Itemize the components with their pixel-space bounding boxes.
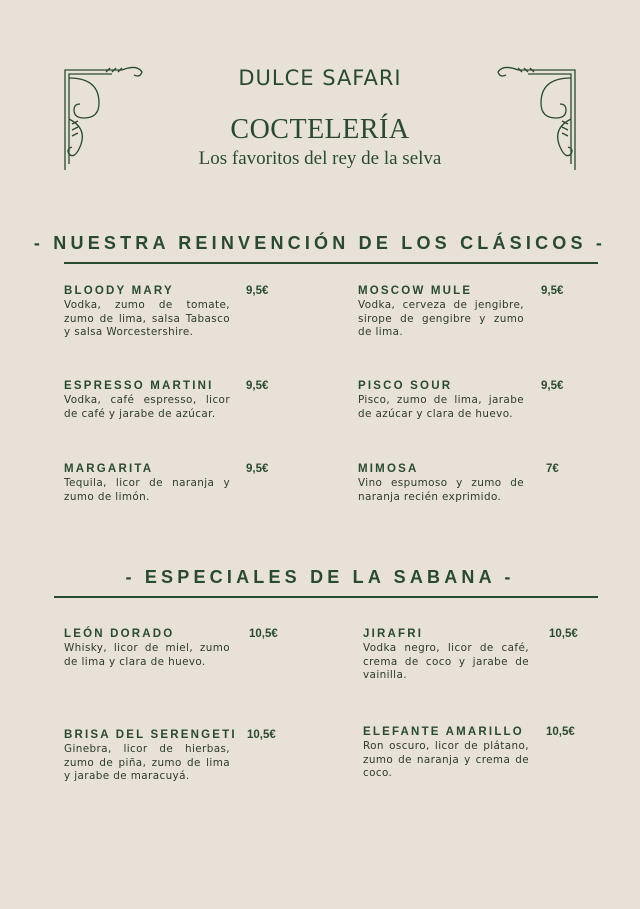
item-name: MIMOSA (358, 463, 419, 475)
item-description: Vodka, cerveza de jengibre, sirope de gengibre y zumo de lima. (358, 299, 524, 339)
page-title: COCTELERÍA (230, 114, 410, 145)
item-price: 9,5€ (246, 285, 269, 297)
section-title-classics: - NUESTRA REINVENCIÓN DE LOS CLÁSICOS - (33, 233, 607, 253)
item-price: 9,5€ (246, 380, 269, 392)
menu-item (358, 285, 524, 340)
menu-item (64, 628, 230, 669)
section-title-specials: - ESPECIALES DE LA SABANA - (125, 567, 515, 587)
item-description: Vodka, café espresso, licor de café y jarabe de azúcar. (64, 394, 230, 420)
brand-logo: DULCE SAFARI (238, 66, 402, 90)
item-price: 9,5€ (541, 285, 564, 297)
item-price: 9,5€ (246, 463, 269, 475)
menu-item (363, 726, 529, 781)
item-description: Vodka negro, licor de café, crema de coco y jarabe de vainilla. (363, 642, 529, 682)
item-description: Vodka, zumo de tomate, zumo de lima, salsa Tabasco y salsa Worcestershire. (64, 299, 230, 339)
item-name: JIRAFRI (363, 628, 424, 640)
item-name: LEÓN DORADO (64, 628, 175, 640)
item-name: BLOODY MARY (64, 285, 174, 297)
item-name: ESPRESSO MARTINI (64, 380, 214, 392)
item-description: Vino espumoso y zumo de naranja recién exprimido. (358, 477, 524, 503)
menu-item (358, 380, 524, 421)
menu-item (64, 729, 237, 784)
page-subtitle: Los favoritos del rey de la selva (198, 148, 442, 169)
item-name: ELEFANTE AMARILLO (363, 726, 524, 738)
item-price: 7€ (546, 463, 559, 475)
item-name: BRISA DEL SERENGETI (64, 729, 237, 741)
item-description: Pisco, zumo de lima, jarabe de azúcar y clara de huevo. (358, 394, 524, 420)
menu-item (358, 463, 524, 504)
menu-item (64, 380, 230, 421)
item-price: 10,5€ (546, 726, 575, 738)
item-price: 10,5€ (549, 628, 578, 640)
item-name: MOSCOW MULE (358, 285, 473, 297)
menu-item (64, 463, 230, 504)
item-description: Ron oscuro, licor de plátano, zumo de naranja y crema de coco. (363, 740, 529, 780)
item-name: MARGARITA (64, 463, 154, 475)
item-price: 9,5€ (541, 380, 564, 392)
item-description: Whisky, licor de miel, zumo de lima y clara de huevo. (64, 642, 230, 668)
item-description: Ginebra, licor de hierbas, zumo de piña, zumo de lima y jarabe de maracuyá. (64, 743, 230, 783)
item-description: Tequila, licor de naranja y zumo de limón. (64, 477, 230, 503)
item-name: PISCO SOUR (358, 380, 453, 392)
section-divider (54, 596, 598, 598)
menu-item (363, 628, 529, 683)
section-divider (64, 262, 598, 264)
menu-item (64, 285, 230, 340)
item-price: 10,5€ (249, 628, 278, 640)
item-price: 10,5€ (247, 729, 276, 741)
